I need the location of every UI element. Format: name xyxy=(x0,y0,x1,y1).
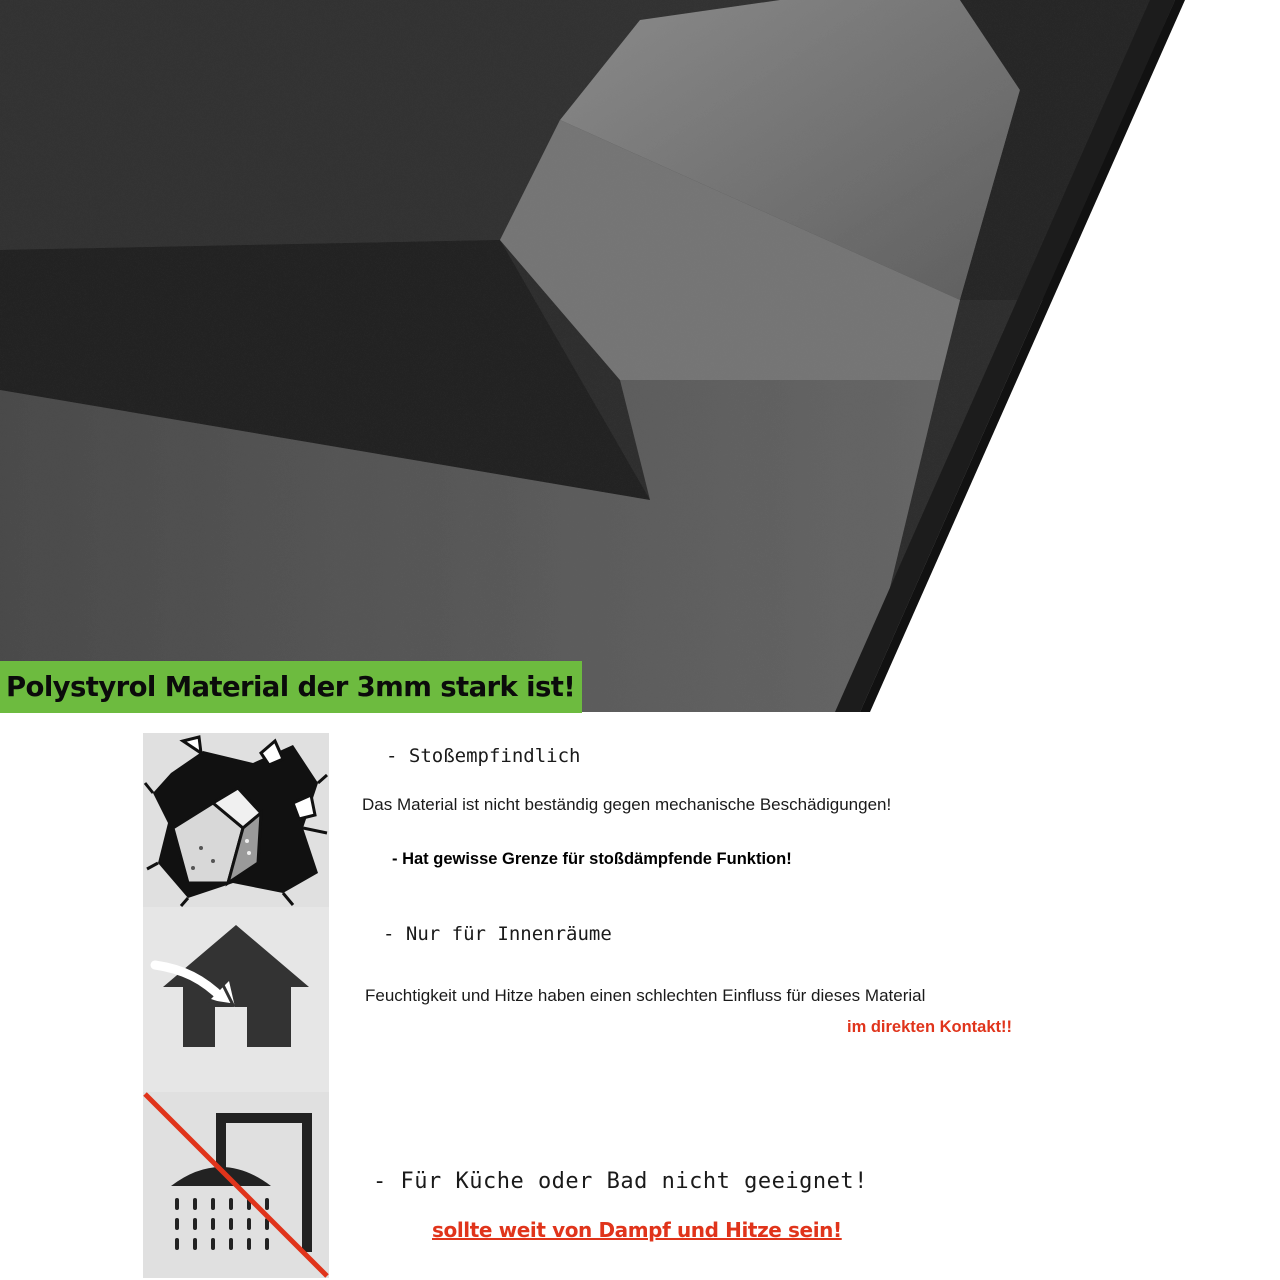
indoor-house-tile xyxy=(143,907,329,1092)
broken-wall-tile xyxy=(143,733,329,907)
not-for-kitchen-bath-note: sollte weit von Dampf und Hitze sein! xyxy=(432,1218,842,1242)
impact-sensitive-heading: - Stoßempfindlich xyxy=(386,745,581,767)
no-shower-tile xyxy=(143,1092,329,1278)
indoor-only-note: im direkten Kontakt!! xyxy=(847,1018,1013,1036)
impact-sensitive-note: - Hat gewisse Grenze für stoßdämpfende Funktion! xyxy=(392,850,792,868)
not-for-kitchen-bath-heading: - Für Küche oder Bad nicht geeignet! xyxy=(373,1169,868,1194)
indoor-house-icon xyxy=(143,907,329,1092)
indoor-only-body: Feuchtigkeit und Hitze haben einen schlechten Einfluss für dieses Material xyxy=(365,986,926,1005)
banner-text: Polystyrol Material der 3mm stark ist! xyxy=(6,671,576,703)
impact-sensitive-body: Das Material ist nicht beständig gegen mechanische Beschädigungen! xyxy=(362,795,892,814)
broken-wall-icon xyxy=(143,733,329,907)
material-banner xyxy=(0,661,582,713)
no-shower-icon xyxy=(143,1092,329,1278)
indoor-only-heading: - Nur für Innenräume xyxy=(383,923,612,945)
